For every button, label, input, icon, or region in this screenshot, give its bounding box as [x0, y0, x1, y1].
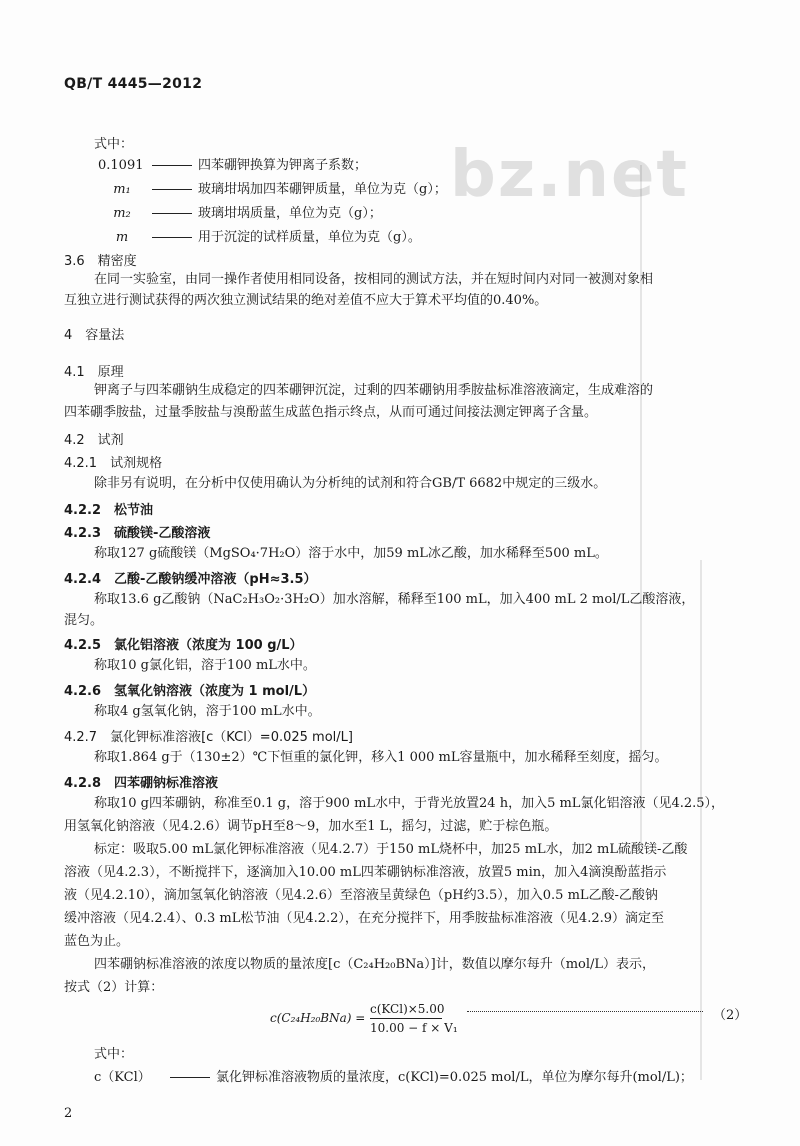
var-description: 玻璃坩埚加四苯硼钾质量，单位为克（g）； [198, 182, 447, 197]
var-item [98, 205, 382, 222]
watermark: bz.net [450, 138, 689, 212]
subsection-heading: 4.2.5 氯化铝溶液（浓度为 100 g/L） [64, 638, 303, 653]
dash-separator [152, 237, 192, 238]
paragraph-line: 称取1.864 g于（130±2）℃下恒重的氯化钾，移入1 000 mL容量瓶中，加水稀释至刻度，摇匀。 [94, 750, 668, 765]
section-heading: 4.1 原理 [64, 365, 124, 380]
paragraph-line: 缓冲溶液（见4.2.4）、0.3 mL松节油（见4.2.2），在充分搅拌下，用季胺盐标准溶液（见4.2.9）滴定至 [64, 911, 665, 926]
var-item [98, 181, 447, 198]
var-symbol: m₂ [113, 206, 131, 221]
subsection-heading: 4.2.8 四苯硼钠标准溶液 [64, 776, 219, 791]
paragraph-line: 互独立进行测试获得的两次独立测试结果的绝对差值不应大于算术平均值的0.40%。 [64, 293, 548, 308]
paragraph-line: 蓝色为止。 [64, 934, 130, 949]
section-heading: 4.2 试剂 [64, 433, 124, 448]
paragraph-line: 除非另有说明，在分析中仅使用确认为分析纯的试剂和符合GB/T 6682中规定的三级水。 [94, 476, 607, 491]
var-symbol: 0.1091 [98, 158, 144, 173]
dash-separator [152, 213, 192, 214]
paragraph-line: 按式（2）计算： [64, 980, 164, 995]
var-description: 四苯硼钾换算为钾离子系数； [198, 158, 368, 173]
equation-fraction [370, 1002, 458, 1035]
var-item [94, 1069, 693, 1086]
dash-separator [152, 189, 192, 190]
equation-leader-dots [467, 1011, 703, 1012]
var-symbol: m₁ [113, 182, 131, 197]
paragraph-line: 称取13.6 g乙酸钠（NaC₂H₃O₂·3H₂O）加水溶解，稀释至100 mL，加入400 mL 2 mol/L乙酸溶液， [94, 592, 695, 607]
paragraph-line: 混匀。 [64, 613, 104, 628]
paragraph-line: 液（见4.2.10），滴加氢氧化钠溶液（见4.2.6）至溶液呈黄绿色（pH约3.5），加入0.5 mL乙酸-乙酸钠 [64, 888, 658, 903]
subsection-heading: 4.2.1 试剂规格 [64, 456, 163, 471]
var-item [98, 157, 367, 174]
formula-vars-intro: 式中： [94, 137, 134, 152]
paragraph-line: 称取10 g氯化铝，溶于100 mL水中。 [94, 658, 316, 673]
var-description: 玻璃坩埚质量，单位为克（g）； [198, 206, 382, 221]
paragraph-line: 在同一实验室，由同一操作者使用相同设备，按相同的测试方法，并在短时间内对同一被测对象相 [94, 272, 654, 287]
subsection-heading: 4.2.3 硫酸镁-乙酸溶液 [64, 526, 211, 541]
subsection-heading: 4.2.7 氯化钾标准溶液[c（KCl）=0.025 mol/L] [64, 730, 353, 745]
scan-artifact-line [700, 560, 702, 1080]
subsection-heading: 4.2.2 松节油 [64, 503, 154, 518]
formula-vars-intro: 式中： [94, 1047, 134, 1062]
paragraph-line: 溶液（见4.2.3），不断搅拌下，逐滴加入10.00 mL四苯硼钠标准溶液，放置5 min，加入4滴溴酚蓝指示 [64, 865, 667, 880]
var-symbol: c（KCl） [94, 1070, 151, 1085]
paragraph-line: 钾离子与四苯硼钠生成稳定的四苯硼钾沉淀，过剩的四苯硼钠用季胺盐标准溶液滴定，生成难溶的 [94, 383, 654, 398]
equation-number: （2） [713, 1008, 748, 1023]
scan-artifact-line [640, 165, 642, 845]
standard-code: QB/T 4445—2012 [64, 76, 203, 92]
dash-separator [170, 1077, 210, 1078]
equation-numerator: c(KCl)×5.00 [370, 1002, 442, 1019]
paragraph-line: 称取127 g硫酸镁（MgSO₄·7H₂O）溶于水中，加59 mL冰乙酸，加水稀释至500 mL。 [94, 546, 608, 561]
equation-lhs: c(C₂₄H₂₀BNa) = [270, 1011, 366, 1025]
var-item [98, 229, 421, 246]
paragraph-line: 四苯硼钠标准溶液的浓度以物质的量浓度[c（C₂₄H₂₀BNa）]计，数值以摩尔每升（mol/L）表示， [94, 957, 656, 972]
equation-denominator: 10.00 − f × V₁ [370, 1021, 458, 1035]
subsection-heading: 4.2.4 乙酸-乙酸钠缓冲溶液（pH≈3.5） [64, 572, 317, 587]
paragraph-line: 标定：吸取5.00 mL氯化钾标准溶液（见4.2.7）于150 mL烧杯中，加25 mL水，加2 mL硫酸镁-乙酸 [94, 842, 688, 857]
var-description: 氯化钾标准溶液物质的量浓度，c(KCl)=0.025 mol/L，单位为摩尔每升(mol/L)； [216, 1070, 693, 1085]
subsection-heading: 4.2.6 氢氧化钠溶液（浓度为 1 mol/L） [64, 684, 316, 699]
paragraph-line: 用氢氧化钠溶液（见4.2.6）调节pH至8～9，加水至1 L，摇匀，过滤，贮于棕色瓶。 [64, 819, 558, 834]
dash-separator [152, 165, 192, 166]
page-number: 2 [64, 1106, 73, 1121]
var-description: 用于沉淀的试样质量，单位为克（g）。 [198, 230, 421, 245]
paragraph-line: 称取4 g氢氧化钠，溶于100 mL水中。 [94, 704, 321, 719]
var-symbol: m [115, 230, 129, 245]
paragraph-line: 四苯硼季胺盐，过量季胺盐与溴酚蓝生成蓝色指示终点，从而可通过间接法测定钾离子含量。 [64, 405, 598, 420]
paragraph-line: 称取10 g四苯硼钠，称准至0.1 g，溶于900 mL水中，于背光放置24 h，加入5 mL氯化铝溶液（见4.2.5）， [94, 796, 725, 811]
chapter-heading: 4 容量法 [64, 328, 125, 343]
section-heading: 3.6 精密度 [64, 254, 137, 269]
